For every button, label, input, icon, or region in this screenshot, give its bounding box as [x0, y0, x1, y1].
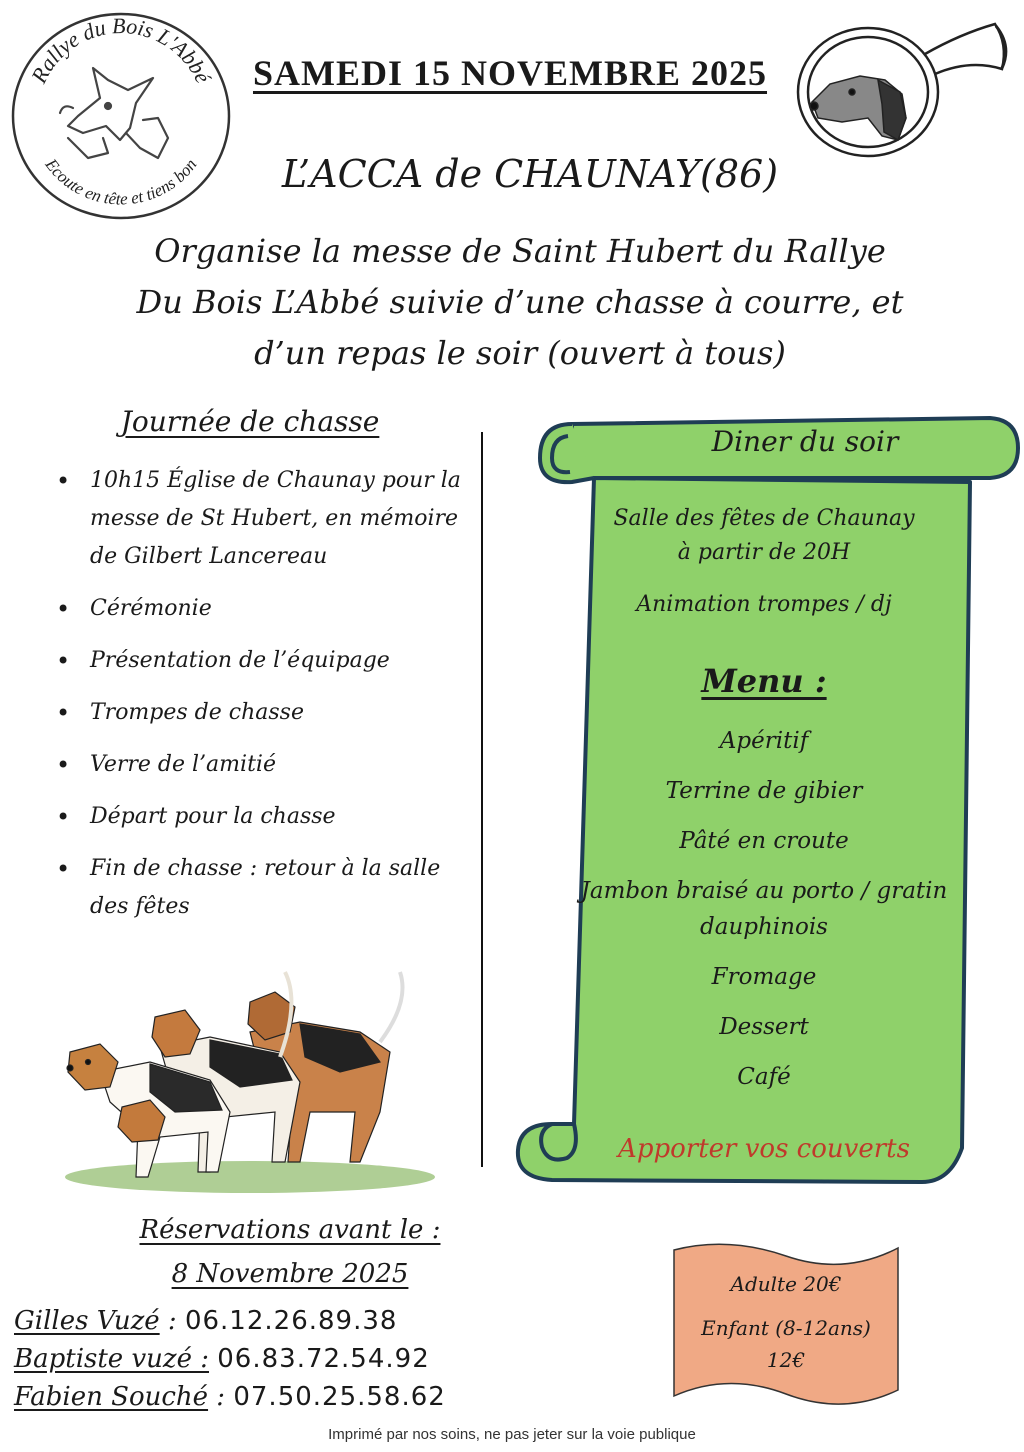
- contact-row: [14, 1382, 574, 1412]
- menu-item: Apéritif: [719, 728, 809, 754]
- dinner-animation: Animation trompes / dj: [636, 592, 892, 617]
- menu-item: Pâté en croute: [679, 828, 849, 854]
- column-divider: [481, 432, 483, 1167]
- menu-item: Dessert: [719, 1014, 809, 1040]
- hunting-horn-icon: [790, 14, 1012, 164]
- contact-name: Gilles Vuzé: [14, 1306, 160, 1336]
- bring-cutlery-note: Apporter vos couverts: [618, 1134, 910, 1164]
- hounds-illustration: [60, 962, 440, 1194]
- price-info: [676, 1268, 896, 1376]
- dinner-time: à partir de 20H: [677, 540, 851, 565]
- hunt-day-title: Journée de chasse: [120, 405, 380, 438]
- list-item: • Cérémonie: [52, 590, 472, 628]
- logo-bottom-text: Ecoute en tête et tiens bon: [41, 155, 201, 209]
- contact-phone: 06.83.72.54.92: [217, 1344, 430, 1374]
- reservation-label: Réservations avant le :: [139, 1215, 441, 1245]
- contact-name: Baptiste vuzé :: [14, 1344, 209, 1374]
- dinner-title: Diner du soir: [711, 425, 899, 458]
- hunt-day-list: [52, 462, 472, 940]
- menu-item: Café: [737, 1064, 791, 1090]
- contact-row: [14, 1344, 574, 1374]
- contact-sep: :: [159, 1306, 185, 1336]
- contact-phone: 06.12.26.89.38: [184, 1306, 398, 1336]
- menu-list: [578, 723, 950, 1109]
- child-price-label: Enfant (8-12ans): [701, 1316, 871, 1340]
- dinner-venue: Salle des fêtes de Chaunay: [613, 506, 915, 531]
- menu-item: Terrine de gibier: [665, 778, 863, 804]
- list-item: • Verre de l’amitié: [52, 746, 472, 784]
- contact-sep: :: [208, 1382, 234, 1412]
- intro-line: d’un repas le soir (ouvert à tous): [254, 334, 786, 373]
- organizer-title: L’ACCA de CHAUNAY(86): [281, 152, 779, 196]
- reservation-date: 8 Novembre 2025: [171, 1259, 409, 1289]
- reservation-deadline: [90, 1208, 490, 1296]
- child-price: 12€: [766, 1348, 806, 1372]
- menu-title: Menu :: [701, 662, 827, 700]
- list-item: • Départ pour la chasse: [52, 798, 472, 836]
- list-item: • 10h15 Église de Chaunay pour la messe de St Hubert, en mémoire de Gilbert Lancereau: [52, 462, 472, 576]
- contact-row: [14, 1306, 574, 1336]
- adult-price: Adulte 20€: [730, 1272, 842, 1296]
- list-item: • Présentation de l’équipage: [52, 642, 472, 680]
- logo-top-text: Rallye du Bois L'Abbé: [26, 12, 217, 87]
- intro-line: Organise la messe de Saint Hubert du Rallye: [154, 232, 886, 270]
- list-item: • Fin de chasse : retour à la salle des fêtes: [52, 850, 472, 926]
- rallye-logo: [8, 8, 234, 224]
- footer-note: Imprimé par nos soins, ne pas jeter sur la voie publique: [328, 1426, 696, 1443]
- list-item: • Trompes de chasse: [52, 694, 472, 732]
- event-date: SAMEDI 15 NOVEMBRE 2025: [252, 53, 768, 93]
- intro-text: [40, 226, 1000, 380]
- contact-name: Fabien Souché: [14, 1382, 209, 1412]
- menu-item: Fromage: [711, 964, 817, 990]
- intro-line: Du Bois L’Abbé suivie d’une chasse à courre, et: [136, 283, 904, 322]
- menu-item: Jambon braisé au porto / gratin dauphinois: [580, 878, 948, 940]
- contact-phone: 07.50.25.58.62: [233, 1382, 446, 1412]
